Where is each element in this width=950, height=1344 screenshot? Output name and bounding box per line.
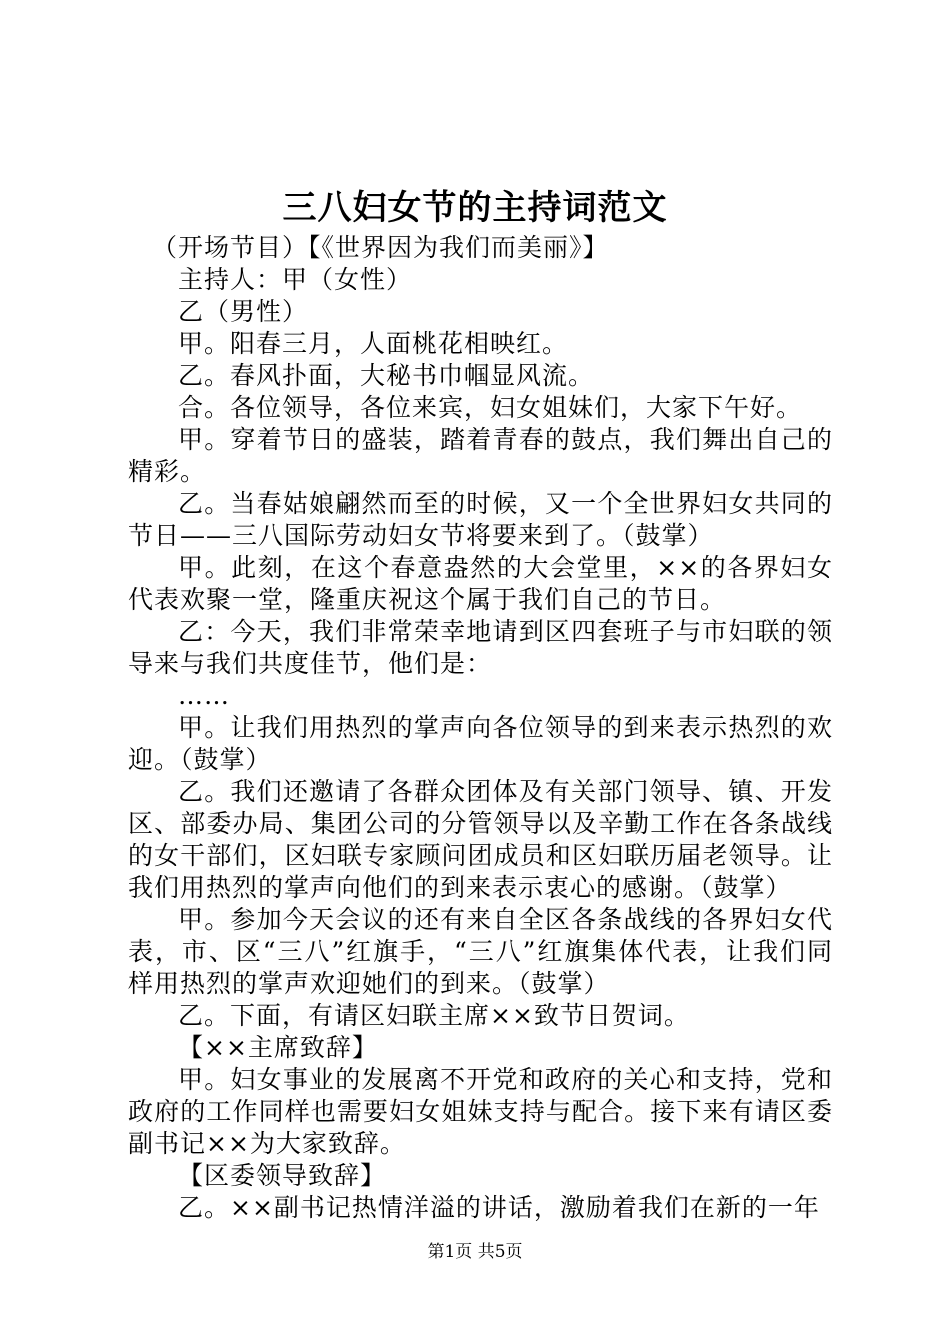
page-number: 第1页 共5页 [427, 1242, 523, 1262]
paragraph-line: 甲。此刻，在这个春意盎然的大会堂里，××的各界妇女代表欢聚一堂，隆重庆祝这个属于我们自己的节日。 [128, 553, 833, 614]
paragraph-host-a: 主持人：甲（女性） [178, 265, 413, 294]
document-title: 三八妇女节的主持词范文 [282, 188, 668, 228]
paragraph-line: 乙。××副书记热情洋溢的讲话，激励着我们在新的一年 [178, 1193, 820, 1222]
section-label-leader-speech: 【区委领导致辞】 [178, 1161, 387, 1190]
paragraph-line: 甲。让我们用热烈的掌声向各位领导的到来表示热烈的欢迎。（鼓掌） [128, 713, 833, 774]
paragraph-line: 乙。春风扑面，大秘书巾帼显风流。 [178, 361, 595, 390]
paragraph-opening-program: （开场节目）【《世界因为我们而美丽》】 [152, 233, 609, 262]
document-body [128, 232, 833, 1224]
paragraph-line: 甲。阳春三月，人面桃花相映红。 [178, 329, 569, 358]
paragraph-line: 甲。穿着节日的盛装，踏着青春的鼓点，我们舞出自己的精彩。 [128, 425, 833, 486]
paragraph-host-b: 乙（男性） [178, 297, 309, 326]
paragraph-line: 甲。妇女事业的发展离不开党和政府的关心和支持，党和政府的工作同样也需要妇女姐妹支持与配合。接下来有请区委副书记××为大家致辞。 [128, 1065, 833, 1158]
paragraph-line: 乙。当春姑娘翩然而至的时候，又一个全世界妇女共同的节日——三八国际劳动妇女节将要来到了。（鼓掌） [128, 489, 833, 550]
paragraph-line: 甲。参加今天会议的还有来自全区各条战线的各界妇女代表，市、区“三八”红旗手，“三八”红旗集体代表，让我们同样用热烈的掌声欢迎她们的到来。（鼓掌） [128, 905, 833, 998]
paragraph-line: 合。各位领导，各位来宾，妇女姐妹们，大家下午好。 [178, 393, 803, 422]
paragraph-ellipsis: …… [178, 681, 230, 710]
paragraph-line: 乙：今天，我们非常荣幸地请到区四套班子与市妇联的领导来与我们共度佳节，他们是： [128, 617, 833, 678]
paragraph-line: 乙。下面，有请区妇联主席××致节日贺词。 [178, 1001, 690, 1030]
paragraph-line: 乙。我们还邀请了各群众团体及有关部门领导、镇、开发区、部委办局、集团公司的分管领导以及辛勤工作在各条战线的女干部们，区妇联专家顾问团成员和区妇联历届老领导。让我们用热烈的掌声向他们的到来表示衷心的感谢。（鼓掌） [128, 777, 833, 902]
section-label-chair-speech: 【××主席致辞】 [178, 1033, 378, 1062]
